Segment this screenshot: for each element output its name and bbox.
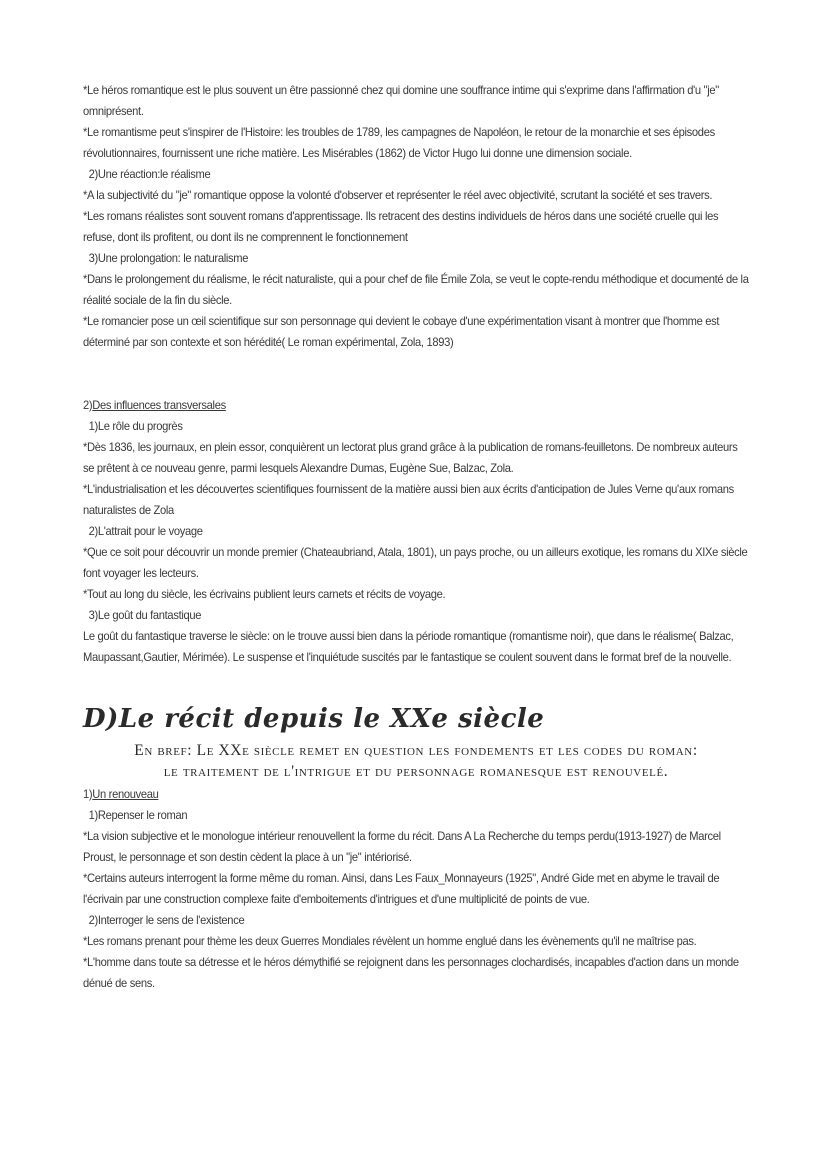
paragraph-romans-realistes: *Les romans réalistes sont souvent romans d'apprentissage. Ils retracent des destins individuels de héros dans une société cruelle qui les refuse, dont ils profitent, ou dont ils ne comprennent le fonctionnement <box>83 209 719 244</box>
paragraph-guerres: *Les romans prenant pour thème les deux Guerres Mondiales révèlent un homme englué dans les évènements qu'il ne maîtrise pas. <box>83 934 697 948</box>
paragraph-naturalisme: *Dans le prolongement du réalisme, le récit naturaliste, qui a pour chef de file Émile Zola, se veut le copte-rendu méthodique et documenté de la réalité sociale de la fin du siècle. <box>83 272 749 307</box>
summary-line-2: le traitement de l'intrigue et du personnage romanesque est renouvelé. <box>163 763 669 780</box>
heading-influences-number: 2) <box>83 398 93 412</box>
paragraph-voyage: *Que ce soit pour découvrir un monde premier (Chateaubriand, Atala, 1801), un pays proche, ou un ailleurs exotique, les romans du XIXe siècle font voyager les lecteurs. <box>83 545 748 580</box>
heading-renouveau <box>83 784 749 805</box>
summary-box <box>83 740 749 782</box>
subheading-fantastique: 3)Le goût du fantastique <box>88 608 202 622</box>
paragraph-detresse: *L'homme dans toute sa détresse et le héros démythifié se rejoignent dans les personnages clochardisés, incapables d'action dans un monde dénué de sens. <box>83 955 739 990</box>
heading-renouveau-text: Un renouveau <box>92 787 159 801</box>
spacer <box>83 668 749 702</box>
paragraph-fantastique: Le goût du fantastique traverse le siècle: on le trouve aussi bien dans la période romantique (romantisme noir), que dans le réalisme( Balzac, Maupassant,Gautier, Mérimée). Le suspense et l'inquiétude suscités par le fantastique se coulent souvent dans le format bref de la nouvelle. <box>83 629 734 664</box>
paragraph-romantic-hero: *Le héros romantique est le plus souvent un être passionné chez qui domine une souffrance intime qui s'exprime dans l'affirmation d'u "je" omniprésent. <box>83 83 719 118</box>
paragraph-journaux: *Dès 1836, les journaux, en plein essor, conquièrent un lectorat plus grand grâce à la publication de romans-feuilletons. De nombreux auteurs se prêtent à ce nouveau genre, parmi lesquels Alexandre Dumas, Eugène Sue, Balzac, Zola. <box>83 440 738 475</box>
paragraph-realisme-objectivite: *A la subjectivité du "je" romantique oppose la volonté d'observer et représenter le réel avec objectivité, scrutant la société et ses travers. <box>83 188 713 202</box>
paragraph-vision-subjective: *La vision subjective et le monologue intérieur renouvellent la forme du récit. Dans A La Recherche du temps perdu(1913-1927) de Marcel Proust, le personnage et son destin cèdent la place à un "je" intériorisé. <box>83 829 721 864</box>
section-title: D)Le récit depuis le XXe siècle <box>83 704 545 734</box>
subheading-naturalisme: 3)Une prolongation: le naturalisme <box>88 251 249 265</box>
paragraph-faux-monnayeurs: *Certains auteurs interrogent la forme même du roman. Ainsi, dans Les Faux_Monnayeurs (1925", André Gide met en abyme le travail de l'écrivain par une construction complexe faite d'emboitements d'intrigues et d'une multiplicité de points de vue. <box>83 871 720 906</box>
subheading-progres: 1)Le rôle du progrès <box>88 419 183 433</box>
heading-influences <box>83 395 749 416</box>
paragraph-romantic-history: *Le romantisme peut s'inspirer de l'Histoire: les troubles de 1789, les campagnes de Napoléon, le retour de la monarchie et ses épisodes révolutionnaires, fournissent une riche matière. Les Misérables (1862) de Victor Hugo lui donne une dimension sociale. <box>83 125 715 160</box>
subheading-repenser: 1)Repenser le roman <box>88 808 188 822</box>
heading-influences-text: Des influences transversales <box>92 398 226 412</box>
subheading-voyage: 2)L'attrait pour le voyage <box>88 524 203 538</box>
document-body <box>83 80 749 994</box>
paragraph-romancier: *Le romancier pose un œil scientifique sur son personnage qui devient le cobaye d'une expérimentation visant à montrer que l'homme est déterminé par son contexte et son hérédité( Le roman expérimental, Zola, 1893) <box>83 314 720 349</box>
summary-line-1: En bref: Le XXe siècle remet en question les fondements et les codes du roman: <box>134 742 698 759</box>
paragraph-carnets: *Tout au long du siècle, les écrivains publient leurs carnets et récits de voyage. <box>83 587 446 601</box>
subheading-realisme: 2)Une réaction:le réalisme <box>88 167 211 181</box>
heading-renouveau-number: 1) <box>83 787 93 801</box>
paragraph-industrialisation: *L'industrialisation et les découvertes scientifiques fournissent de la matière aussi bien aux écrits d'anticipation de Jules Verne qu'aux romans naturalistes de Zola <box>83 482 734 517</box>
subheading-existence: 2)Interroger le sens de l'existence <box>88 913 245 927</box>
spacer <box>83 353 749 395</box>
